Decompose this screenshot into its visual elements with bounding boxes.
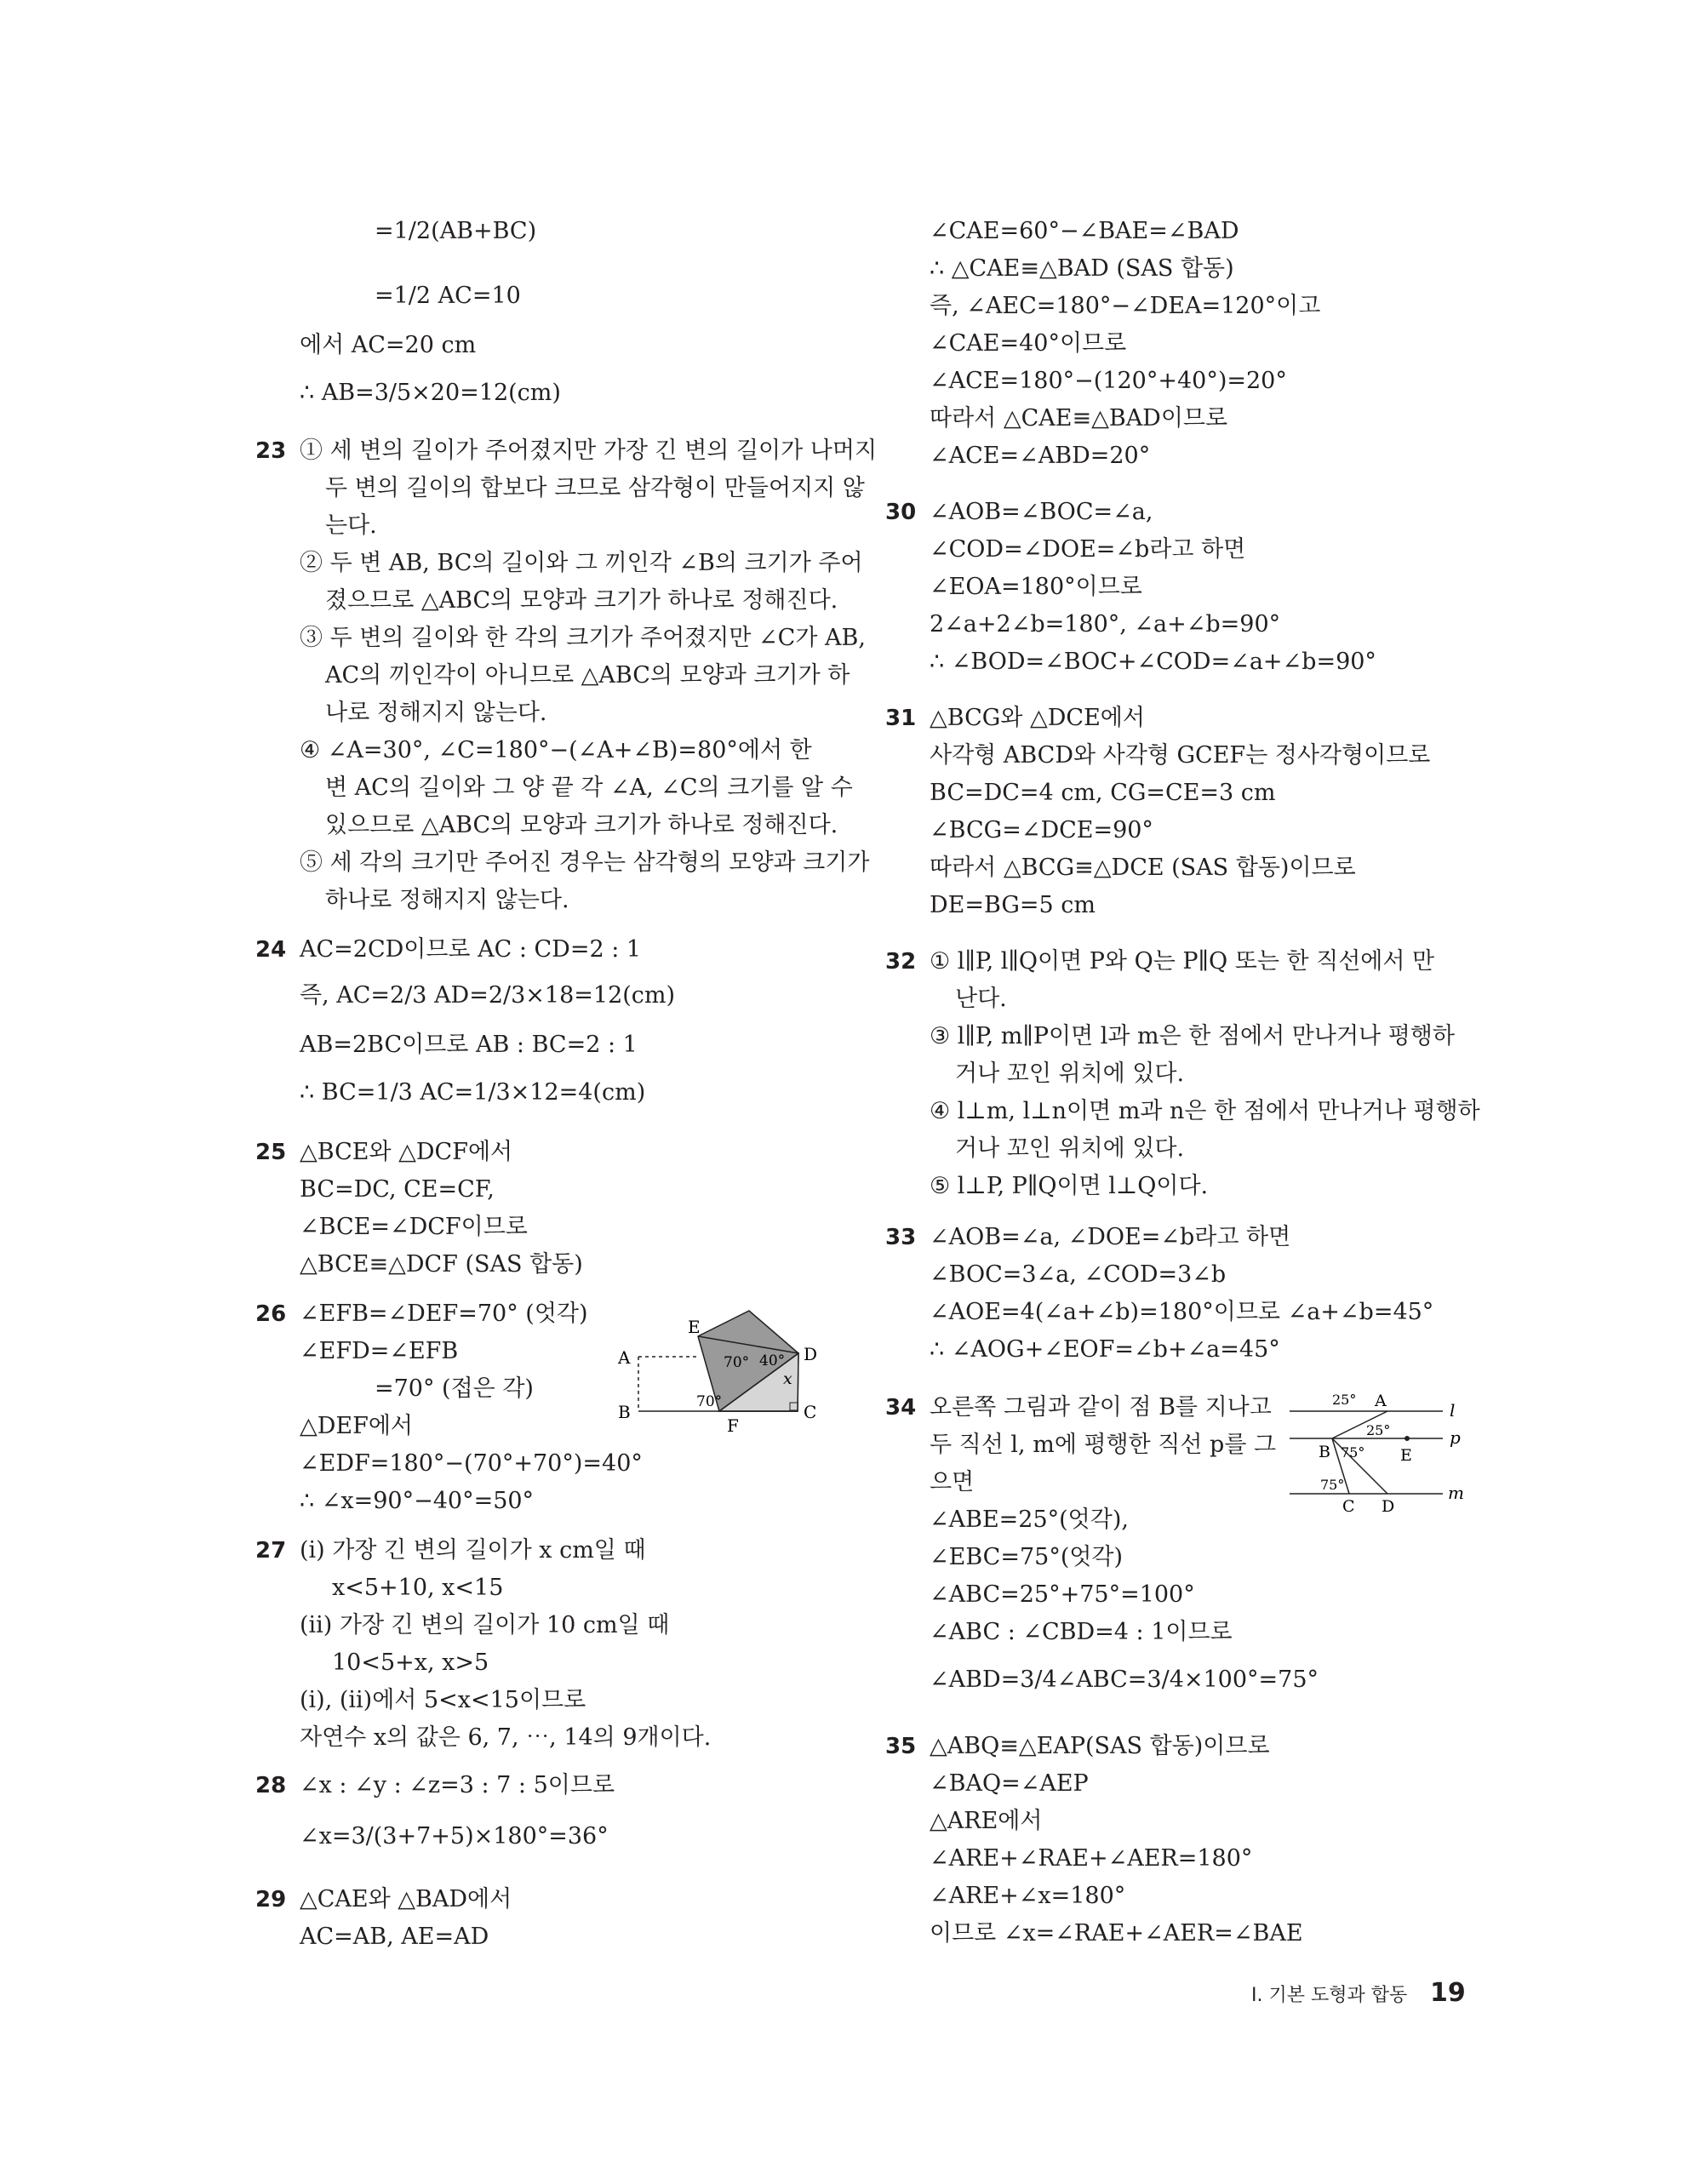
text-line: ∴ △CAE≡△BAD (SAS 합동) bbox=[930, 255, 1234, 282]
text-line: ① l∥P, l∥Q이면 P와 Q는 P∥Q 또는 한 직선에서 만 bbox=[930, 948, 1435, 975]
text-line: ④ l⊥m, l⊥n이면 m과 n은 한 점에서 만나거나 평행하 bbox=[930, 1098, 1480, 1124]
text-line: 는다. bbox=[325, 512, 377, 539]
text-line: 난다. bbox=[955, 986, 1007, 1012]
text-line: ∠EBC=75°(엇각) bbox=[930, 1544, 1124, 1570]
text-line: ∠EDF=180°−(70°+70°)=40° bbox=[300, 1450, 643, 1477]
angle-label: 75° bbox=[1320, 1477, 1345, 1493]
label-l: l bbox=[1450, 1400, 1456, 1421]
text-line: (ⅰ), (ⅱ)에서 5<x<15이므로 bbox=[300, 1687, 586, 1713]
problem-number: 25 bbox=[255, 1140, 287, 1165]
text-line: ∠CAE=60°−∠BAE=∠BAD bbox=[930, 218, 1239, 244]
text-line: 따라서 △BCG≡△DCE (SAS 합동)이므로 bbox=[930, 855, 1356, 881]
problem-number: 31 bbox=[885, 706, 917, 731]
text-line: 거나 꼬인 위치에 있다. bbox=[955, 1061, 1185, 1087]
text-line: ∴ BC=1/3 AC=1/3×12=4(cm) bbox=[300, 1079, 646, 1106]
problem-number: 27 bbox=[255, 1538, 287, 1564]
text-line: ∠EOA=180°이므로 bbox=[930, 574, 1142, 600]
text-line: ∴ ∠BOD=∠BOC+∠COD=∠a+∠b=90° bbox=[930, 649, 1376, 675]
text-line: 나로 정해지지 않는다. bbox=[325, 700, 547, 726]
text-line: ∠BCE=∠DCF이므로 bbox=[300, 1214, 528, 1240]
text-line: △CAE와 △BAD에서 bbox=[300, 1886, 512, 1912]
label-C: C bbox=[804, 1402, 817, 1422]
text-line: ∠x : ∠y : ∠z=3 : 7 : 5이므로 bbox=[300, 1772, 615, 1798]
text-line: 10<5+x, x>5 bbox=[332, 1649, 489, 1676]
label-E: E bbox=[688, 1317, 701, 1337]
text-line: =1/2 AC=10 bbox=[375, 283, 521, 309]
text-line: ∴ ∠x=90°−40°=50° bbox=[300, 1488, 535, 1514]
parallel-lines-figure bbox=[1281, 1387, 1468, 1515]
text-line: AC=AB, AE=AD bbox=[300, 1924, 489, 1950]
text-line: =70° (접은 각) bbox=[375, 1375, 534, 1402]
text-line: 거나 꼬인 위치에 있다. bbox=[955, 1135, 1185, 1162]
text-line: ① 세 변의 길이가 주어졌지만 가장 긴 변의 길이가 나머지 bbox=[300, 437, 878, 464]
text-line: ∠ABC=25°+75°=100° bbox=[930, 1581, 1195, 1608]
text-line: 즉, AC=2/3 AD=2/3×18=12(cm) bbox=[300, 982, 676, 1009]
text-line: BC=DC, CE=CF, bbox=[300, 1176, 495, 1203]
text-line: ∠ABD=3/4∠ABC=3/4×100°=75° bbox=[930, 1667, 1319, 1693]
text-line: x<5+10, x<15 bbox=[332, 1575, 504, 1601]
page-number: 19 bbox=[1430, 1978, 1466, 2008]
text-line: ∠BAQ=∠AEP bbox=[930, 1770, 1089, 1797]
folded-rectangle-figure bbox=[613, 1302, 834, 1438]
text-line: ② 두 변 AB, BC의 길이와 그 끼인각 ∠B의 크기가 주어 bbox=[300, 550, 863, 576]
text-line: ∠ABE=25°(엇각), bbox=[930, 1507, 1129, 1533]
text-line: ∠ARE+∠RAE+∠AER=180° bbox=[930, 1845, 1253, 1872]
text-line: 두 직선 l, m에 평행한 직선 p를 그 bbox=[930, 1432, 1277, 1458]
text-line: AC의 끼인각이 아니므로 △ABC의 모양과 크기가 하 bbox=[325, 662, 850, 689]
text-line: BC=DC=4 cm, CG=CE=3 cm bbox=[930, 780, 1276, 806]
label-B: B bbox=[1319, 1443, 1330, 1461]
text-line: 에서 AC=20 cm bbox=[300, 332, 477, 358]
label-F: F bbox=[727, 1415, 739, 1436]
text-line: △ARE에서 bbox=[930, 1808, 1043, 1834]
chapter-label: Ⅰ. 기본 도형과 합동 bbox=[1251, 1985, 1408, 2006]
text-line: DE=BG=5 cm bbox=[930, 892, 1096, 918]
label-B: B bbox=[618, 1402, 631, 1422]
label-A: A bbox=[1375, 1392, 1387, 1410]
problem-number: 34 bbox=[885, 1395, 917, 1421]
problem-number: 26 bbox=[255, 1301, 287, 1327]
text-line: ⑤ l⊥P, P∥Q이면 l⊥Q이다. bbox=[930, 1173, 1209, 1199]
angle-label: 25° bbox=[1366, 1422, 1391, 1438]
text-line: 즉, ∠AEC=180°−∠DEA=120°이고 bbox=[930, 293, 1321, 319]
text-line: ∠ACE=180°−(120°+40°)=20° bbox=[930, 368, 1287, 394]
text-line: ∠ABC : ∠CBD=4 : 1이므로 bbox=[930, 1619, 1233, 1645]
text-line: ∠BOC=3∠a, ∠COD=3∠b bbox=[930, 1261, 1227, 1288]
text-line: ∠AOB=∠BOC=∠a, bbox=[930, 499, 1153, 525]
angle-label: 70° bbox=[724, 1354, 750, 1371]
angle-label: 75° bbox=[1341, 1444, 1365, 1461]
angle-label: 25° bbox=[1332, 1392, 1357, 1408]
text-line: ∴ ∠AOG+∠EOF=∠b+∠a=45° bbox=[930, 1336, 1280, 1363]
problem-number: 32 bbox=[885, 949, 917, 975]
text-line: AB=2BC이므로 AB : BC=2 : 1 bbox=[300, 1032, 638, 1058]
angle-x-label: x bbox=[783, 1369, 792, 1388]
angle-label: 40° bbox=[759, 1352, 786, 1369]
text-line: 으면 bbox=[930, 1469, 975, 1495]
text-line: ∠BCG=∠DCE=90° bbox=[930, 817, 1153, 843]
text-line: ∠CAE=40°이므로 bbox=[930, 330, 1127, 357]
text-line: 이므로 ∠x=∠RAE+∠AER=∠BAE bbox=[930, 1920, 1303, 1947]
text-line: 졌으므로 △ABC의 모양과 크기가 하나로 정해진다. bbox=[325, 587, 838, 614]
label-E: E bbox=[1400, 1446, 1412, 1465]
text-line: (ⅰ) 가장 긴 변의 길이가 x cm일 때 bbox=[300, 1537, 646, 1564]
problem-number: 23 bbox=[255, 438, 287, 464]
problem-number: 35 bbox=[885, 1734, 917, 1759]
text-line: 사각형 ABCD와 사각형 GCEF는 정사각형이므로 bbox=[930, 742, 1431, 769]
text-line: 있으므로 △ABC의 모양과 크기가 하나로 정해진다. bbox=[325, 812, 838, 838]
text-line: 2∠a+2∠b=180°, ∠a+∠b=90° bbox=[930, 611, 1281, 637]
point-e bbox=[1405, 1436, 1410, 1441]
text-line: ∠AOB=∠a, ∠DOE=∠b라고 하면 bbox=[930, 1224, 1291, 1250]
label-p: p bbox=[1450, 1427, 1461, 1448]
text-line: 변 AC의 길이와 그 양 끝 각 ∠A, ∠C의 크기를 알 수 bbox=[325, 775, 853, 801]
text-line: △DEF에서 bbox=[300, 1413, 414, 1439]
problem-number: 28 bbox=[255, 1773, 287, 1798]
text-line: ⑤ 세 각의 크기만 주어진 경우는 삼각형의 모양과 크기가 bbox=[300, 849, 870, 876]
text-line: 따라서 △CAE≡△BAD이므로 bbox=[930, 405, 1228, 432]
text-line: △BCG와 △DCE에서 bbox=[930, 705, 1145, 731]
text-line: ∠ARE+∠x=180° bbox=[930, 1883, 1126, 1909]
text-line: 오른쪽 그림과 같이 점 B를 지나고 bbox=[930, 1394, 1272, 1421]
problem-number: 24 bbox=[255, 937, 287, 963]
label-D: D bbox=[804, 1344, 818, 1364]
text-line: (ⅱ) 가장 긴 변의 길이가 10 cm일 때 bbox=[300, 1612, 670, 1638]
text-line: ③ l∥P, m∥P이면 l과 m은 한 점에서 만나거나 평행하 bbox=[930, 1023, 1455, 1049]
text-line: ∠EFB=∠DEF=70° (엇각) bbox=[300, 1301, 588, 1327]
text-line: AC=2CD이므로 AC : CD=2 : 1 bbox=[300, 936, 642, 963]
text-line: =1/2(AB+BC) bbox=[375, 218, 537, 244]
problem-number: 33 bbox=[885, 1225, 917, 1250]
text-line: △ABQ≡△EAP(SAS 합동)이므로 bbox=[930, 1733, 1270, 1759]
text-line: ∠x=3/(3+7+5)×180°=36° bbox=[300, 1823, 609, 1850]
text-line: ∠AOE=4(∠a+∠b)=180°이므로 ∠a+∠b=45° bbox=[930, 1299, 1434, 1325]
text-line: ∴ AB=3/5×20=12(cm) bbox=[300, 380, 561, 406]
problem-number: 30 bbox=[885, 500, 917, 525]
text-line: ④ ∠A=30°, ∠C=180°−(∠A+∠B)=80°에서 한 bbox=[300, 737, 812, 763]
text-line: △BCE≡△DCF (SAS 합동) bbox=[300, 1251, 583, 1278]
label-C: C bbox=[1342, 1497, 1355, 1515]
problem-number: 29 bbox=[255, 1887, 287, 1912]
text-line: ∠COD=∠DOE=∠b라고 하면 bbox=[930, 536, 1246, 563]
text-line: 하나로 정해지지 않는다. bbox=[325, 887, 569, 913]
label-D: D bbox=[1382, 1497, 1395, 1515]
angle-label: 70° bbox=[696, 1393, 723, 1410]
text-line: ∠ACE=∠ABD=20° bbox=[930, 443, 1151, 469]
text-line: △BCE와 △DCF에서 bbox=[300, 1139, 513, 1165]
text-line: 두 변의 길이의 합보다 크므로 삼각형이 만들어지지 않 bbox=[325, 475, 865, 501]
text-line: ∠EFD=∠EFB bbox=[300, 1338, 459, 1364]
label-A: A bbox=[618, 1347, 631, 1368]
text-line: ③ 두 변의 길이와 한 각의 크기가 주어졌지만 ∠C가 AB, bbox=[300, 625, 866, 651]
label-m: m bbox=[1448, 1483, 1464, 1503]
text-line: 자연수 x의 값은 6, 7, ⋯, 14의 9개이다. bbox=[300, 1724, 712, 1751]
